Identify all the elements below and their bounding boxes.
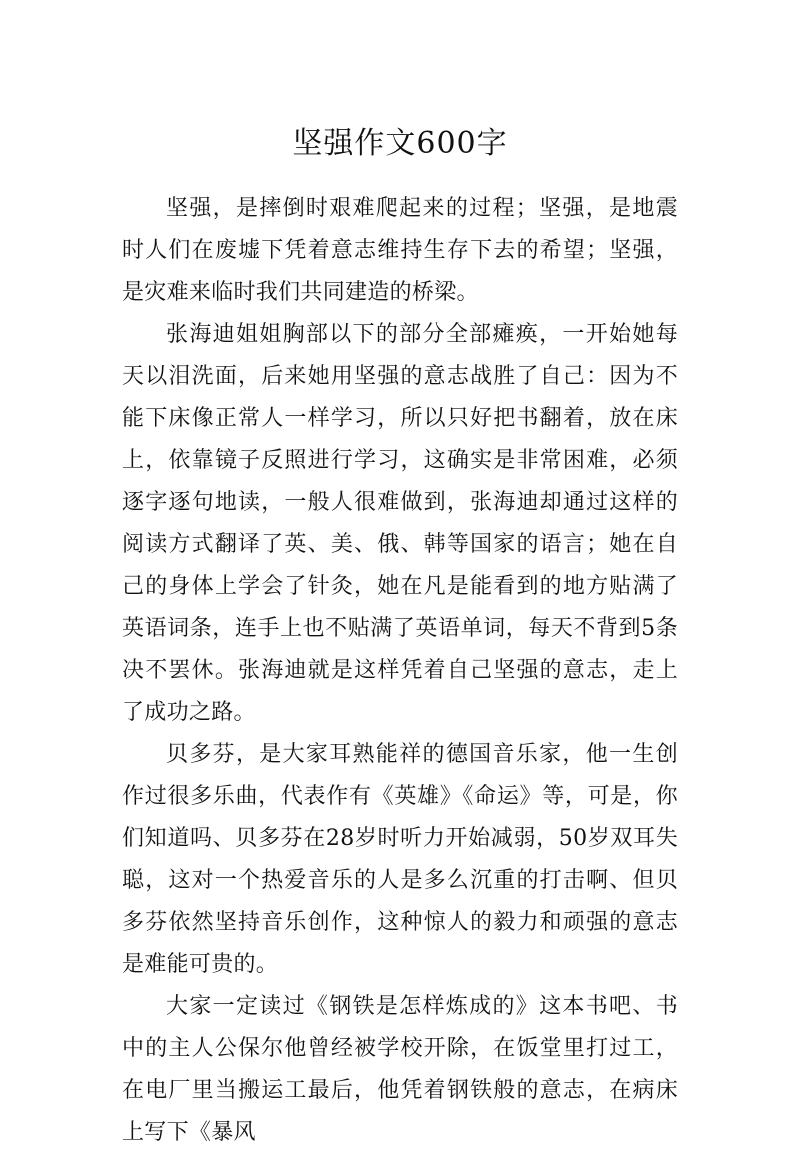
document-title: 坚强作文600字 bbox=[292, 126, 508, 161]
paragraph-beethoven: 贝多芬，是大家耳熟能祥的德国音乐家，他一生创作过很多乐曲，代表作有《英雄》《命运》等，可是，你们知道吗、贝多芬在28岁时听力开始减弱，50岁双耳失聪，这对一个热爱音乐的人是多么沉重的打击啊、但贝多芬依然坚持音乐创作，这种惊人的毅力和顽强的意志是难能可贵的。 bbox=[122, 742, 678, 977]
paragraph-zhang-haidi: 张海迪姐姐胸部以下的部分全部瘫痪，一开始她每天以泪洗面，后来她用坚强的意志战胜了自己：因为不能下床像正常人一样学习，所以只好把书翻着，放在床上，依靠镜子反照进行学习，这确实是非常困难，必须逐字逐句地读，一般人很难做到，张海迪却通过这样的阅读方式翻译了英、美、俄、韩等国家的语言；她在自己的身体上学会了针灸，她在凡是能看到的地方贴满了英语词条，连手上也不贴满了英语单词，每天不背到5条决不罢休。张海迪就是这样凭着自己坚强的意志，走上了成功之路。 bbox=[122, 322, 678, 725]
paragraph-steel-book: 大家一定读过《钢铁是怎样炼成的》这本书吧、书中的主人公保尔他曾经被学校开除，在饭堂里打过工，在电厂里当搬运工最后，他凭着钢铁般的意志，在病床上写下《暴风 bbox=[122, 994, 678, 1145]
paragraph-definition: 坚强，是摔倒时艰难爬起来的过程；坚强，是地震时人们在废墟下凭着意志维持生存下去的希望；坚强，是灾难来临时我们共同建造的桥梁。 bbox=[122, 196, 678, 305]
document-body bbox=[122, 188, 678, 1154]
